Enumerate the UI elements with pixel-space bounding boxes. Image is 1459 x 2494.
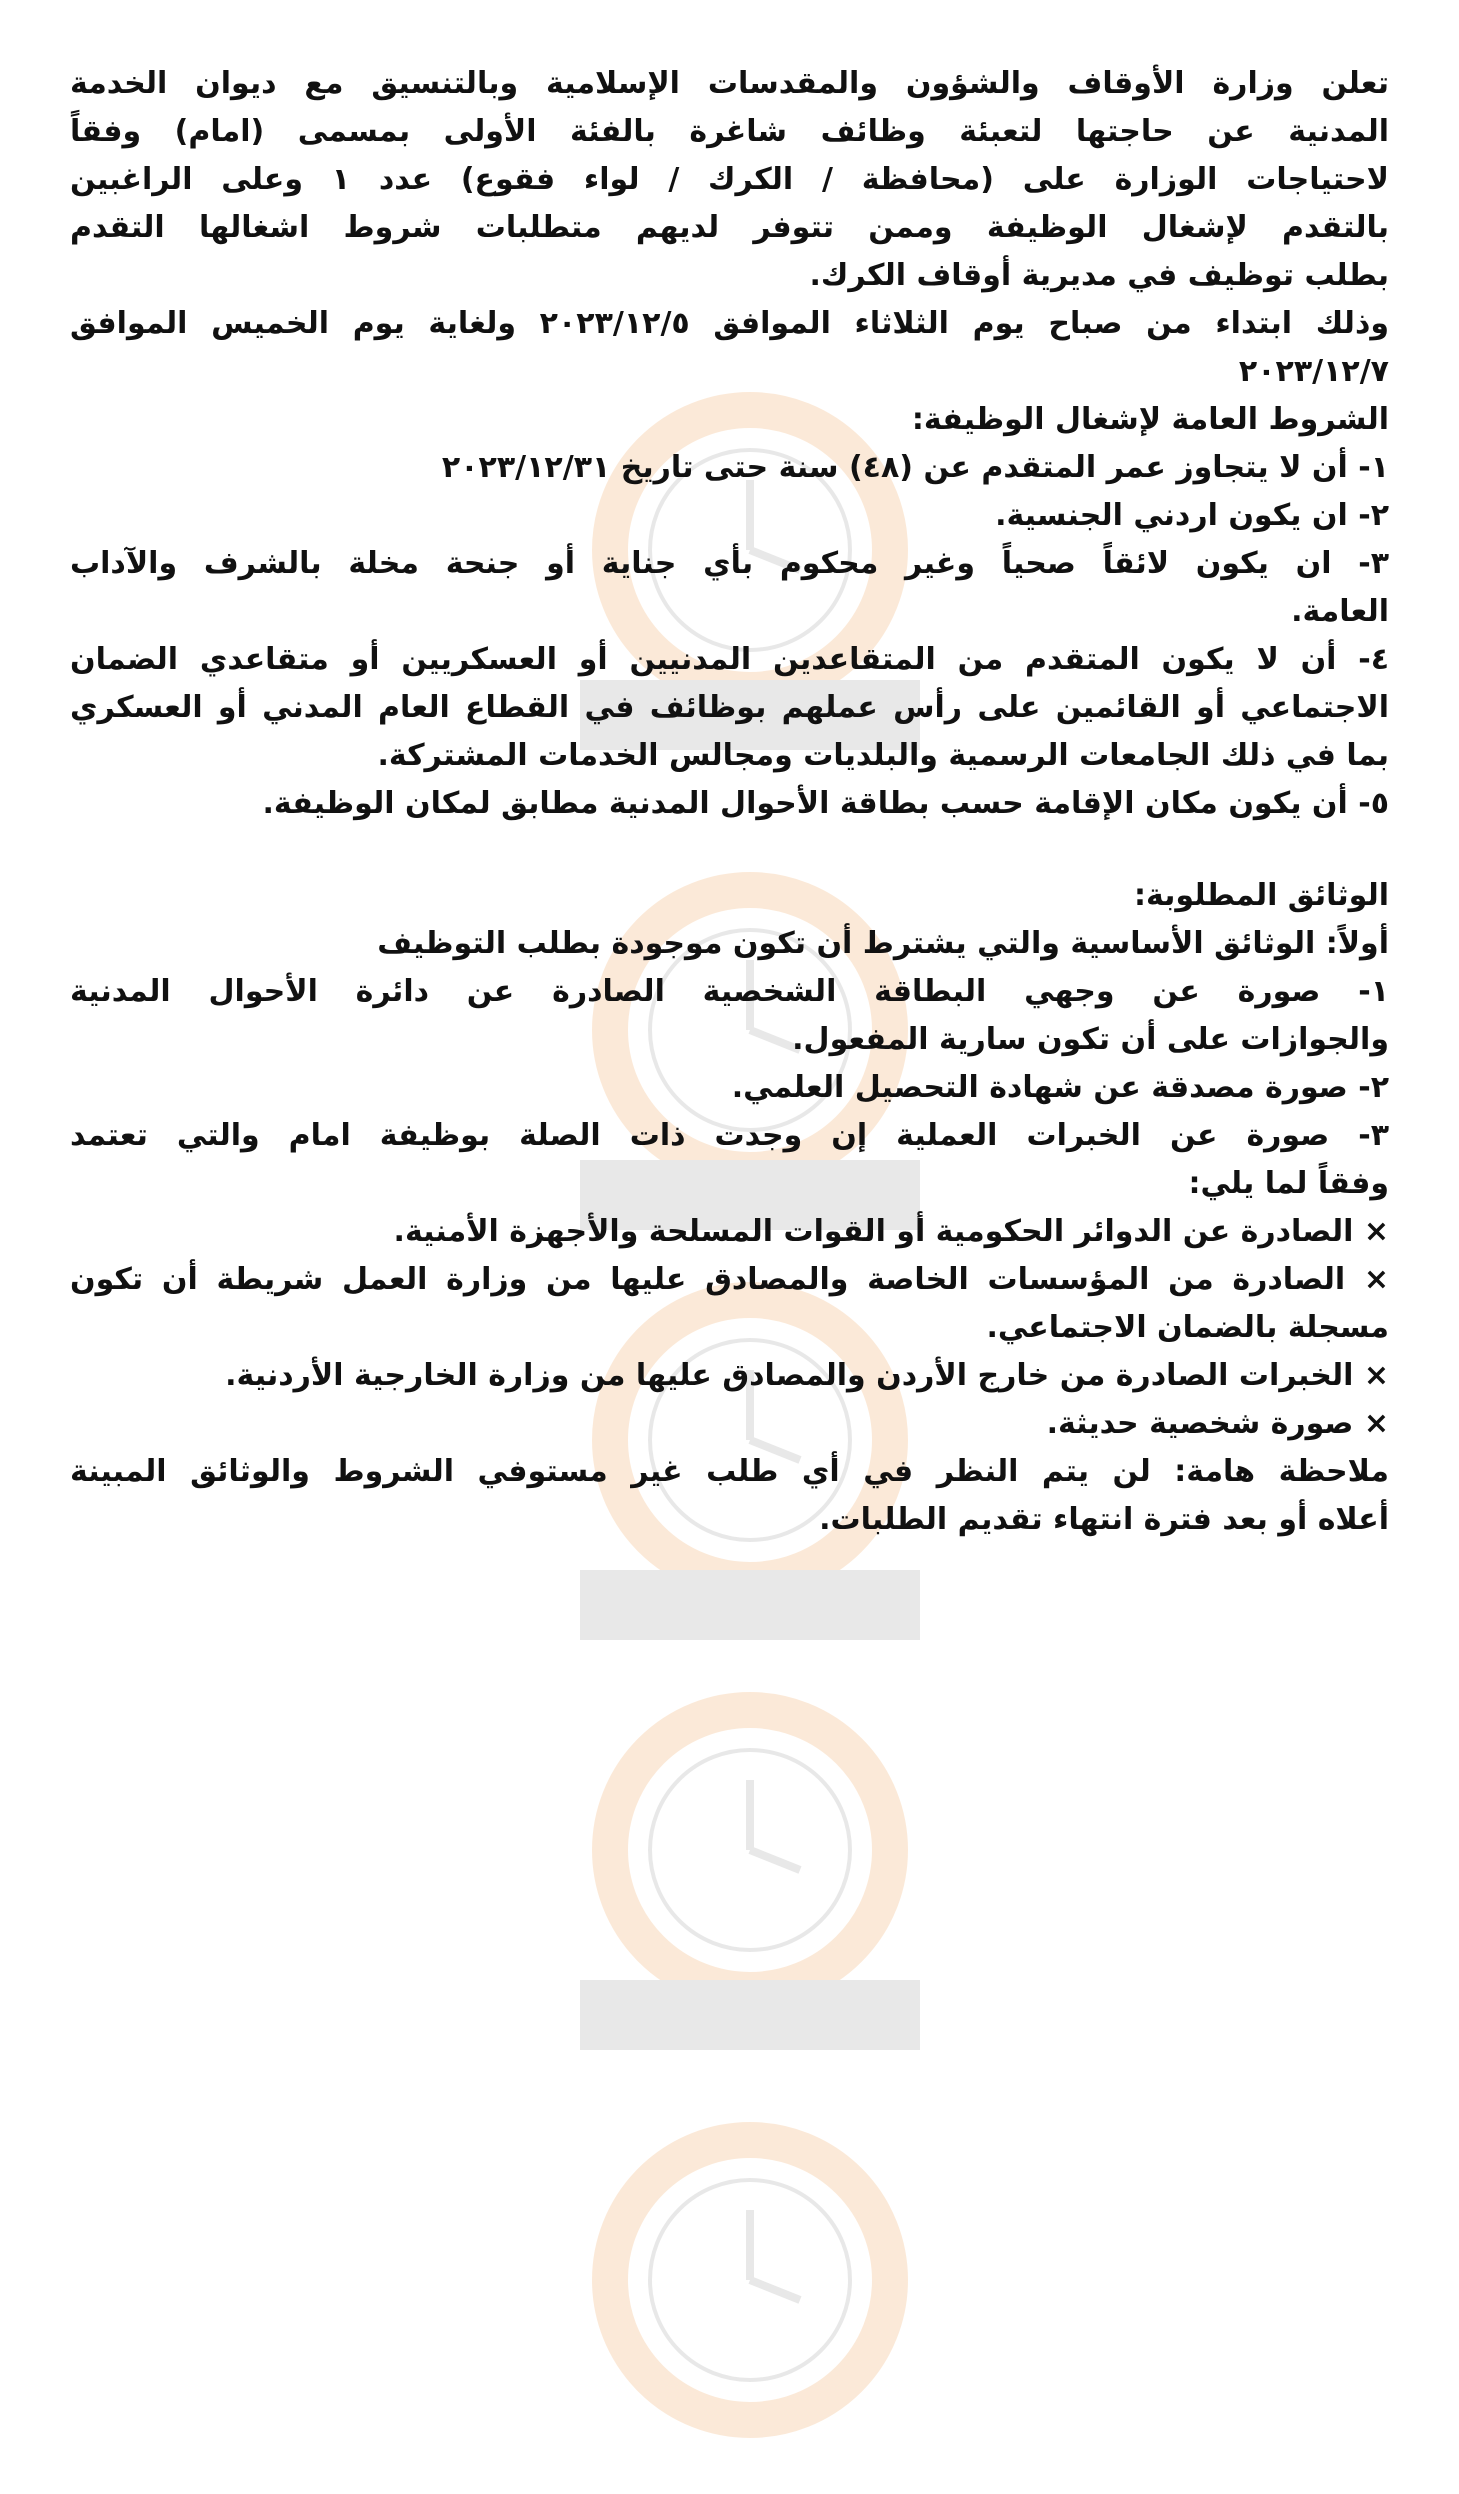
list-item: × صورة شخصية حديثة. (1046, 1406, 1389, 1441)
section-subheading: أولاً: الوثائق الأساسية والتي يشترط أن تكون موجودة بطلب التوظيف (377, 926, 1389, 961)
list-item-continuation: وفقاً لما يلي: (1188, 1166, 1389, 1201)
text-line: تعلن وزارة الأوقاف والشؤون والمقدسات الإسلامية وبالتنسيق مع ديوان الخدمة (70, 66, 1389, 101)
text-line: أعلاه أو بعد فترة انتهاء تقديم الطلبات. (819, 1502, 1389, 1537)
text-line: لاحتياجات الوزارة على (محافظة / الكرك / لواء فقوع) عدد ١ وعلى الراغبين (70, 162, 1389, 197)
list-item: ٢- ان يكون اردني الجنسية. (995, 498, 1389, 533)
period-paragraph (70, 300, 1389, 396)
section-heading: الشروط العامة لإشغال الوظيفة: (911, 402, 1389, 437)
announcement-document (70, 60, 1389, 2452)
intro-paragraph (70, 60, 1389, 300)
note-paragraph (70, 1448, 1389, 1544)
text-line: ٢٠٢٣/١٢/٧ (1238, 354, 1389, 389)
list-item-continuation: مسجلة بالضمان الاجتماعي. (986, 1310, 1389, 1345)
list-item: × الصادرة عن الدوائر الحكومية أو القوات المسلحة والأجهزة الأمنية. (393, 1214, 1389, 1249)
list-item: ٣- ان يكون لائقاً صحياً وغير محكوم بأي جناية أو جنحة مخلة بالشرف والآداب (70, 546, 1389, 581)
list-item: ٤- أن لا يكون المتقدم من المتقاعدين المدنيين أو العسكريين أو متقاعدي الضمان (70, 642, 1389, 677)
spacer (70, 828, 1389, 872)
list-item: ٥- أن يكون مكان الإقامة حسب بطاقة الأحوال المدنية مطابق لمكان الوظيفة. (262, 786, 1389, 821)
text-line: وذلك ابتداء من صباح يوم الثلاثاء الموافق ٢٠٢٣/١٢/٥ ولغاية يوم الخميس الموافق (70, 306, 1389, 341)
text-line: المدنية عن حاجتها لتعبئة وظائف شاغرة بالفئة الأولى بمسمى (امام) وفقاً (70, 114, 1389, 149)
list-item-continuation: الاجتماعي أو القائمين على رأس عملهم بوظائف في القطاع العام المدني أو العسكري (70, 690, 1389, 725)
text-line: بطلب توظيف في مديرية أوقاف الكرك. (809, 258, 1389, 293)
documents-section (70, 872, 1389, 1448)
list-item: ٣- صورة عن الخبرات العملية إن وجدت ذات الصلة بوظيفة امام والتي تعتمد (70, 1118, 1389, 1153)
section-heading: الوثائق المطلوبة: (1133, 878, 1389, 913)
text-line: بالتقدم لإشغال الوظيفة وممن تتوفر لديهم متطلبات شروط اشغالها التقدم (70, 210, 1389, 245)
list-item-continuation: بما في ذلك الجامعات الرسمية والبلديات ومجالس الخدمات المشتركة. (377, 738, 1389, 773)
list-item: × الصادرة من المؤسسات الخاصة والمصادق عليها من وزارة العمل شريطة أن تكون (70, 1262, 1389, 1297)
list-item: × الخبرات الصادرة من خارج الأردن والمصادق عليها من وزارة الخارجية الأردنية. (225, 1358, 1389, 1393)
text-line: ملاحظة هامة: لن يتم النظر في أي طلب غير مستوفي الشروط والوثائق المبينة (70, 1454, 1389, 1489)
list-item-continuation: العامة. (1291, 594, 1389, 629)
list-item: ١- صورة عن وجهي البطاقة الشخصية الصادرة عن دائرة الأحوال المدنية (70, 974, 1389, 1009)
general-conditions-section (70, 396, 1389, 828)
list-item: ١- أن لا يتجاوز عمر المتقدم عن (٤٨) سنة حتى تاريخ ٢٠٢٣/١٢/٣١ (441, 450, 1389, 485)
list-item: ٢- صورة مصدقة عن شهادة التحصيل العلمي. (731, 1070, 1389, 1105)
list-item-continuation: والجوازات على أن تكون سارية المفعول. (792, 1022, 1389, 1057)
